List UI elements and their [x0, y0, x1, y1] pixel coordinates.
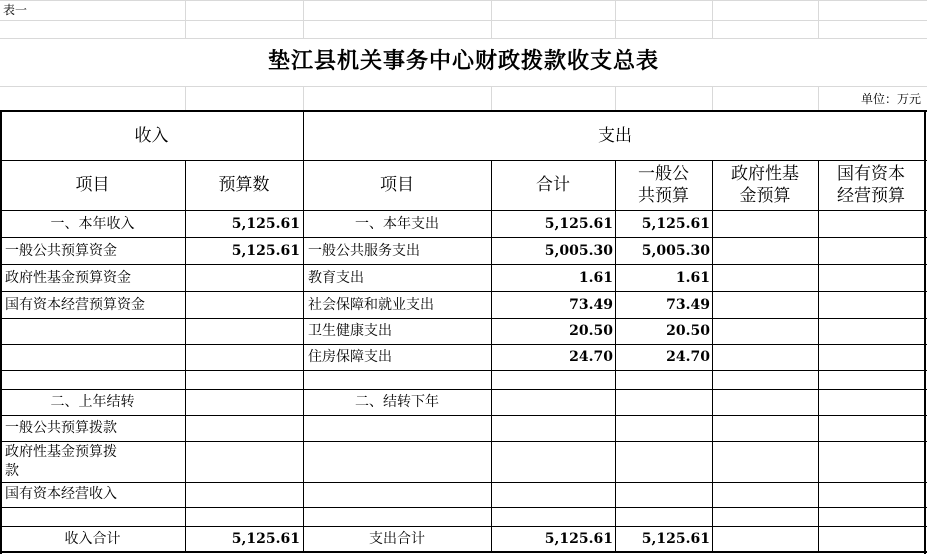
- income-item: 政府性基金预算资金: [5, 270, 131, 286]
- expense-total: 1.61: [578, 270, 613, 286]
- table-line: [0, 210, 927, 211]
- grid-line: [0, 38, 927, 39]
- income-item: 二、上年结转: [50, 394, 135, 410]
- table-line: [0, 370, 927, 371]
- expense-header: 支出: [598, 126, 632, 146]
- table-line: [0, 389, 927, 390]
- expense-item: 一般公共服务支出: [308, 243, 420, 259]
- grid-line: [712, 86, 713, 110]
- expense-item-header: 项目: [380, 175, 414, 195]
- expense-total-general: 5,125.61: [641, 531, 710, 547]
- income-item: 一般公共预算拨款: [5, 420, 117, 436]
- expense-general: 20.50: [666, 323, 710, 339]
- expense-item: 卫生健康支出: [308, 323, 392, 339]
- sheet-label: 表一: [3, 3, 28, 17]
- grid-line: [615, 0, 616, 38]
- unit-label: 单位：万元: [860, 92, 921, 106]
- expense-general: 5,125.61: [641, 216, 710, 232]
- expense-general: 1.61: [675, 270, 710, 286]
- table-line: [0, 264, 927, 265]
- grid-line: [712, 0, 713, 38]
- income-header: 收入: [134, 126, 169, 146]
- expense-general: 73.49: [666, 297, 710, 313]
- grid-line: [0, 86, 927, 87]
- expense-total: 24.70: [569, 349, 613, 365]
- table-line: [0, 482, 927, 483]
- table-line: [0, 291, 927, 292]
- income-amount: 5,125.61: [231, 243, 300, 259]
- income-item: 国有资本经营预算资金: [5, 297, 145, 313]
- expense-item: 二、结转下年: [355, 394, 439, 410]
- income-item: 一、本年收入: [50, 216, 135, 232]
- table-line: [0, 237, 927, 238]
- table-line: [0, 318, 927, 319]
- grid-line: [303, 0, 304, 38]
- table-line: [0, 526, 927, 527]
- state-capital-header: 国有资本: [837, 164, 905, 184]
- grid-line: [615, 86, 616, 110]
- state-capital-header: 经营预算: [837, 186, 905, 206]
- budget-amount-header: 预算数: [218, 175, 270, 195]
- general-budget-header: 一般公: [638, 164, 689, 184]
- gov-fund-header: 金预算: [739, 186, 791, 206]
- table-line: [0, 507, 927, 508]
- grid-line: [491, 86, 492, 110]
- table-line: [0, 441, 927, 442]
- grid-line: [491, 0, 492, 38]
- income-amount: 5,125.61: [231, 216, 300, 232]
- expense-total: 20.50: [569, 323, 613, 339]
- expense-total-amount: 5,125.61: [544, 531, 613, 547]
- grid-line: [0, 0, 927, 1]
- table-line: [0, 344, 927, 345]
- table-line: [818, 160, 819, 553]
- expense-item: 一、本年支出: [355, 216, 439, 232]
- grid-line: [818, 86, 819, 110]
- grid-line: [303, 86, 304, 110]
- income-item-header: 项目: [75, 175, 110, 195]
- expense-total: 5,005.30: [544, 243, 613, 259]
- income-item: 款: [5, 463, 19, 479]
- expense-total: 73.49: [569, 297, 613, 313]
- grid-line: [185, 0, 186, 38]
- income-total-amount: 5,125.61: [231, 531, 300, 547]
- grid-line: [185, 86, 186, 110]
- income-total-label: 收入合计: [64, 531, 121, 547]
- page-title: 垫江县机关事务中心财政拨款收支总表: [267, 48, 659, 74]
- income-item: 一般公共预算资金: [5, 243, 117, 259]
- general-budget-header: 共预算: [638, 186, 689, 206]
- table-line: [491, 160, 492, 553]
- table-border: [0, 551, 927, 553]
- expense-total-label: 支出合计: [369, 531, 425, 547]
- table-line: [615, 160, 616, 553]
- expense-general: 24.70: [666, 349, 710, 365]
- grid-line: [818, 0, 819, 38]
- table-line: [0, 160, 927, 161]
- table-border: [924, 110, 926, 554]
- table-border: [0, 110, 927, 112]
- table-line: [185, 160, 186, 553]
- table-line: [0, 415, 927, 416]
- expense-item: 社会保障和就业支出: [308, 297, 434, 313]
- expense-general: 5,005.30: [641, 243, 710, 259]
- grid-line: [0, 20, 927, 21]
- expense-total: 5,125.61: [544, 216, 613, 232]
- income-item: 国有资本经营收入: [5, 486, 117, 502]
- gov-fund-header: 政府性基: [731, 164, 799, 184]
- income-item: 政府性基金预算拨: [5, 444, 117, 460]
- table-line: [712, 160, 713, 553]
- expense-item: 住房保障支出: [308, 349, 392, 365]
- total-header: 合计: [536, 175, 570, 195]
- expense-item: 教育支出: [308, 270, 364, 286]
